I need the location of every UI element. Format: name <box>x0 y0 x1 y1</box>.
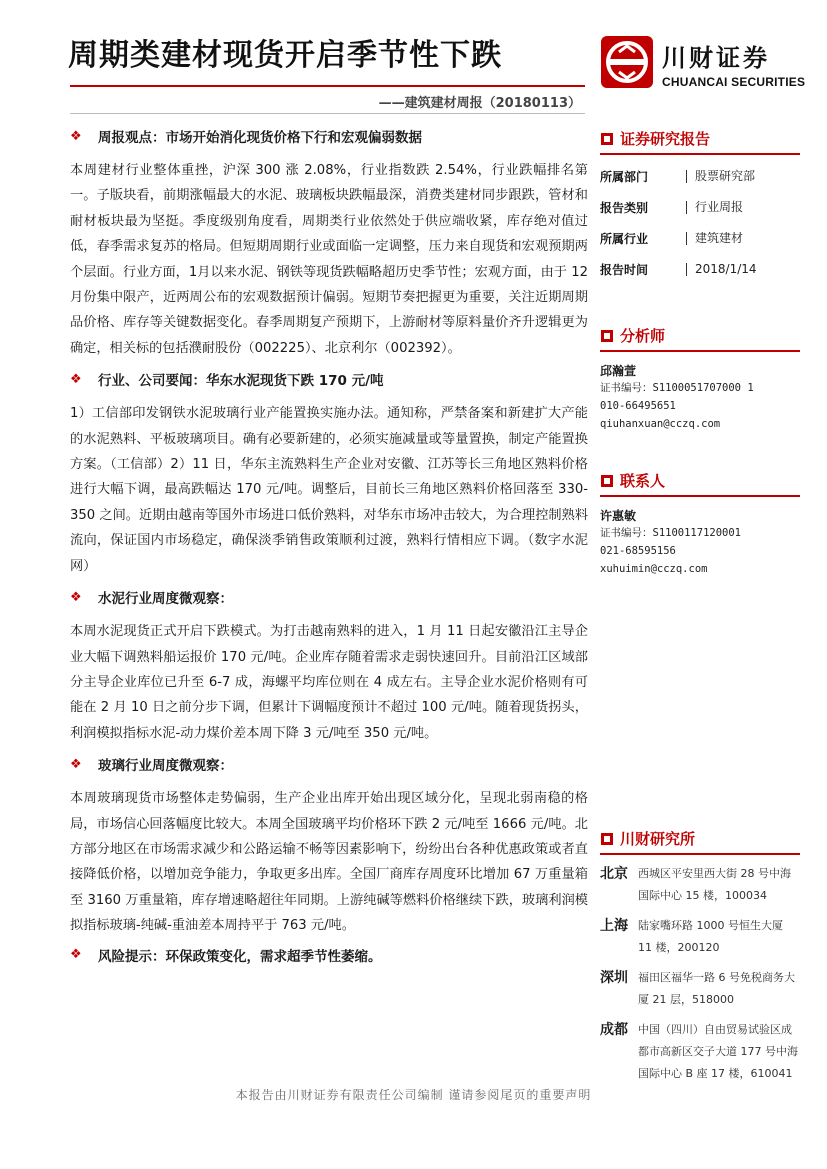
diamond-bullet-icon: ❖ <box>70 756 82 772</box>
diamond-bullet-icon: ❖ <box>70 589 82 605</box>
section-heading: ❖ 水泥行业周度微观察： <box>70 589 233 608</box>
office-address: 福田区福华一路 6 号免税商务大厦 21 层，518000 <box>638 971 795 1006</box>
office-entry <box>600 967 800 1011</box>
contact-panel <box>600 470 800 578</box>
contact-email[interactable]: xuhuimin@cczq.com <box>600 563 708 575</box>
sidebar-divider <box>600 495 800 497</box>
analyst-panel <box>600 325 800 433</box>
analyst-name: 邱瀚萱 <box>600 364 637 378</box>
report-info-heading: 证券研究报告 <box>600 128 800 149</box>
report-title: 周期类建材现货开启季节性下跌 <box>68 38 502 73</box>
office-city: 北京 <box>600 866 628 882</box>
brand-name-en: CHUANCAI SECURITIES <box>662 75 806 89</box>
office-entry <box>600 915 800 959</box>
contact-heading: 联系人 <box>600 470 800 491</box>
analyst-cert: 证书编号：S1100051707000 1 <box>600 382 754 394</box>
square-bullet-icon <box>600 474 614 488</box>
main-content <box>70 126 588 977</box>
report-info-panel <box>600 128 800 285</box>
section-paragraph: 本周玻璃现货市场整体走势偏弱，生产企业出库开始出现区域分化，呈现北弱南稳的格局，市场信心回落幅度比较大。本周全国玻璃平均价格环下跌 2 元/吨至 1666 元/吨。北方部分地区在市场需求减少和公路运输不畅等因素影响下，纷纷出台各种优惠政策或者直接降低价格，以增加竞争能力，争取更多出库。全国厂商库存周度环比增加 67 万重量箱至 3160 万重量箱，库存增速略超往年同期。上游纯碱等燃料价格继续下跌，玻璃利润模拟指标玻璃-纯碱-重油差本周持平于 763 元/吨。 <box>70 791 588 934</box>
section-paragraph: 本周建材行业整体重挫，沪深 300 涨 2.08%，行业指数跌 2.54%，行业跌幅排名第一。子版块看，前期涨幅最大的水泥、玻璃板块跌幅最深，消费类建材同步跟跌，管材和耐材板块最为坚挺。季度级别角度看，周期类行业依然处于供应端收紧，库存绝对值过低，春季需求复苏的格局。但短期周期行业或面临一定调整，压力来自现货和宏观预期两个层面。行业方面，1月以来水泥、钢铁等现货跌幅略超历史季节性；宏观方面，由于 12 月份集中限产，近两周公布的宏观数据预计偏弱。短期节奏把握更为重要，关注近期周期品价格、库存等关键数据变化。春季周期复产预期下，上游耐材等原料量价齐升逻辑更为确定，相关标的包括濮耐股份（002225）、北京利尔（002392）。 <box>70 163 588 356</box>
office-city: 深圳 <box>600 970 628 986</box>
sidebar-divider <box>600 853 800 855</box>
sidebar-divider <box>600 350 800 352</box>
office-entry <box>600 1019 800 1085</box>
contact-cert: 证书编号：S1100117120001 <box>600 527 742 539</box>
analyst-phone: 010-66495651 <box>600 400 676 412</box>
section-heading: ❖ 行业、公司要闻：华东水泥现货下跌 170 元/吨 <box>70 371 384 390</box>
title-divider <box>70 85 585 87</box>
square-bullet-icon <box>600 132 614 146</box>
info-row: 所属行业 建筑建材 <box>600 231 744 246</box>
square-bullet-icon <box>600 329 614 343</box>
square-bullet-icon <box>600 832 614 846</box>
section-heading: ❖ 玻璃行业周度微观察： <box>70 756 233 775</box>
brand-name-cn: 川财证券 <box>662 44 770 72</box>
subtitle-divider <box>70 113 585 114</box>
institute-heading: 川财研究所 <box>600 828 800 849</box>
office-entry <box>600 863 800 907</box>
info-row: 报告类别 行业周报 <box>600 200 744 215</box>
institute-panel <box>600 828 800 1085</box>
analyst-heading: 分析师 <box>600 325 800 346</box>
diamond-bullet-icon: ❖ <box>70 371 82 387</box>
office-address: 中国（四川）自由贸易试验区成都市高新区交子大道 177 号中海国际中心 B 座 17 楼，610041 <box>638 1023 798 1080</box>
sidebar-divider <box>600 153 800 155</box>
report-subtitle: ——建筑建材周报（20180113） <box>378 96 581 111</box>
info-row: 所属部门 股票研究部 <box>600 169 756 184</box>
office-address: 陆家嘴环路 1000 号恒生大厦 11 楼，200120 <box>638 919 783 954</box>
contact-name: 许惠敏 <box>600 509 637 523</box>
section-paragraph: 1）工信部印发钢铁水泥玻璃行业产能置换实施办法。通知称，严禁备案和新建扩大产能的水泥熟料、平板玻璃项目。确有必要新建的，必须实施减量或等量置换，制定产能置换方案。（工信部）2）11 日，华东主流熟料生产企业对安徽、江苏等长三角地区熟料价格进行大幅下调，最高跌幅达 170 元/吨。调整后，目前长三角地区熟料价格回落至 330-350 之间。近期由越南等国外市场进口低价熟料，对华东市场冲击较大，为合理控制熟料流向，保证国内市场稳定，确保淡季销售政策顺利过渡，熟料行情相应下调。（数字水泥网） <box>70 406 588 574</box>
chuancai-logo-icon <box>601 36 653 88</box>
diamond-bullet-icon: ❖ <box>70 128 82 144</box>
contact-phone: 021-68595156 <box>600 545 676 557</box>
office-address: 西城区平安里西大街 28 号中海国际中心 15 楼，100034 <box>638 867 791 902</box>
section-paragraph: 本周水泥现货正式开启下跌模式。为打击越南熟料的进入，1 月 11 日起安徽沿江主导企业大幅下调熟料船运报价 170 元/吨。企业库存随着需求走弱快速回升。目前沿江区域部分主导企业库位已升至 6-7 成，海螺平均库位则在 4 成左右。主导企业水泥价格则有可能在 2 月 10 日之前分步下调，但累计下调幅度预计不超过 100 元/吨。随着现货拐头，利润模拟指标水泥-动力煤价差本周下降 3 元/吨至 350 元/吨。 <box>70 624 588 741</box>
analyst-email[interactable]: qiuhanxuan@cczq.com <box>600 418 721 430</box>
disclaimer-footer: 本报告由川财证券有限责任公司编制 谨请参阅尾页的重要声明 <box>235 1088 592 1102</box>
section-heading: ❖ 周报观点：市场开始消化现货价格下行和宏观偏弱数据 <box>70 128 422 146</box>
office-city: 成都 <box>600 1022 628 1038</box>
office-city: 上海 <box>600 918 628 934</box>
diamond-bullet-icon: ❖ <box>70 947 82 963</box>
info-row: 报告时间 2018/1/14 <box>600 262 757 277</box>
risk-heading: ❖ 风险提示：环保政策变化，需求超季节性萎缩。 <box>70 947 382 965</box>
